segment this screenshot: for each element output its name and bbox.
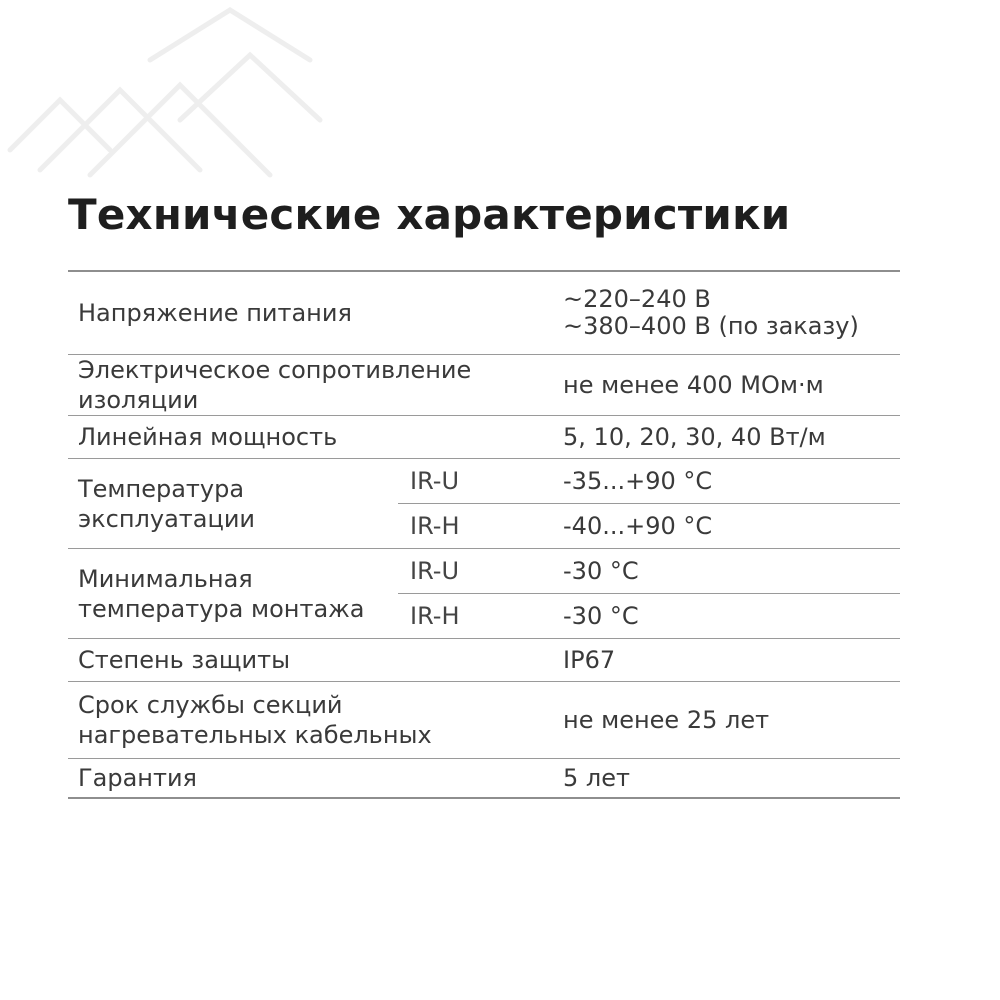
spec-name: Линейная мощность — [68, 416, 563, 459]
spec-name-line: нагревательных кабельных — [78, 721, 432, 749]
spec-row-power — [68, 416, 900, 459]
spec-row-insulation — [68, 355, 900, 416]
spec-value: 5 лет — [563, 759, 900, 799]
spec-model: IR-U — [398, 459, 563, 504]
spec-name — [68, 355, 563, 416]
spec-model: IR-H — [398, 594, 563, 639]
spec-value-line: ~220–240 В — [563, 285, 711, 313]
spec-name — [68, 459, 398, 549]
logo-watermark-icon — [0, 0, 330, 190]
spec-name-line: Электрическое сопротивление — [78, 356, 472, 384]
spec-value: IP67 — [563, 639, 900, 682]
spec-name-line: Срок службы секций — [78, 691, 343, 719]
spec-name: Напряжение питания — [68, 271, 563, 355]
spec-row-protection — [68, 639, 900, 682]
spec-row-op-temp-u — [68, 459, 900, 504]
spec-model: IR-H — [398, 504, 563, 549]
spec-name — [68, 682, 563, 759]
spec-name-line: температура монтажа — [78, 594, 365, 623]
spec-name-line: Температура — [78, 474, 245, 503]
spec-value: -40...+90 °С — [563, 504, 900, 549]
spec-value: не менее 400 МОм·м — [563, 355, 900, 416]
spec-name: Гарантия — [68, 759, 563, 799]
spec-value — [563, 271, 900, 355]
spec-table — [68, 270, 900, 799]
spec-name-line: изоляции — [78, 386, 199, 414]
spec-model: IR-U — [398, 549, 563, 594]
spec-name: Степень защиты — [68, 639, 563, 682]
spec-value: -30 °С — [563, 594, 900, 639]
page-title: Технические характеристики — [68, 190, 791, 239]
spec-row-warranty — [68, 759, 900, 799]
spec-name-line: Минимальная — [78, 564, 253, 593]
spec-value: -30 °С — [563, 549, 900, 594]
spec-value-line: ~380–400 В (по заказу) — [563, 312, 859, 340]
spec-name-line: эксплуатации — [78, 504, 256, 533]
spec-value: -35...+90 °С — [563, 459, 900, 504]
spec-row-voltage — [68, 271, 900, 355]
spec-row-service-life — [68, 682, 900, 759]
spec-value: не менее 25 лет — [563, 682, 900, 759]
spec-row-mount-temp-u — [68, 549, 900, 594]
spec-value: 5, 10, 20, 30, 40 Вт/м — [563, 416, 900, 459]
spec-name — [68, 549, 398, 639]
